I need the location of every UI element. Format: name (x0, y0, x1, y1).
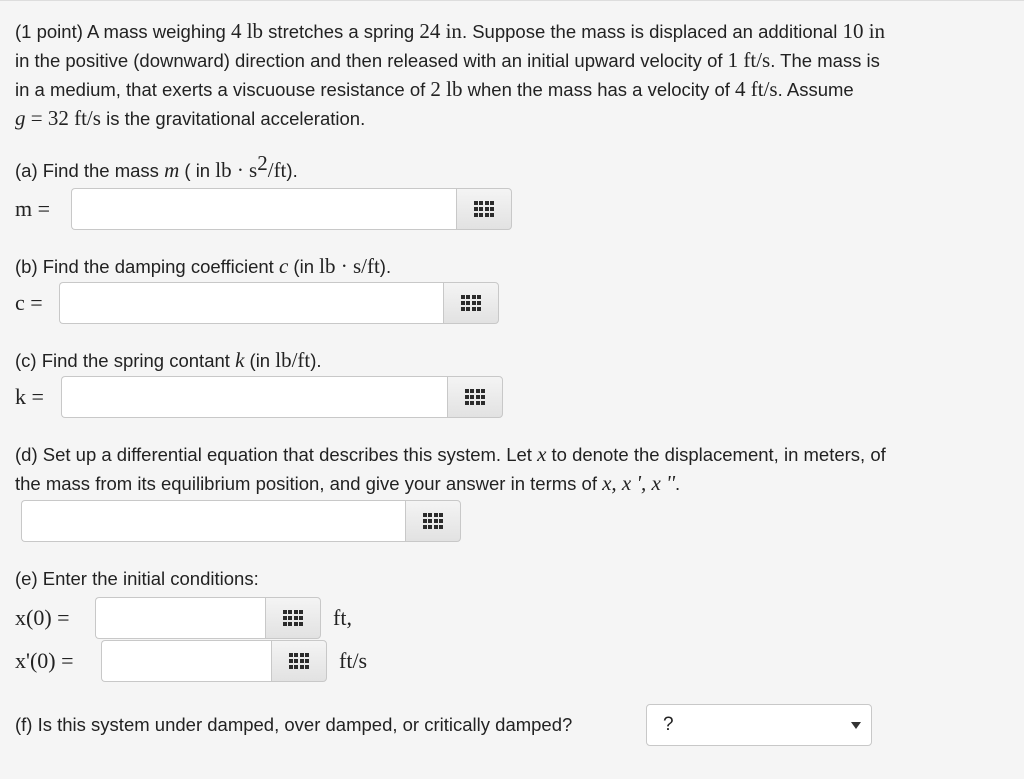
part-d-question-line-2: the mass from its equilibrium position, and give your answer in terms of x, x ', x ''. (15, 471, 681, 495)
damping-type-selected: ? (663, 714, 674, 735)
part-b-question: (b) Find the damping coefficient c (in lb · s/ft). (15, 254, 392, 278)
part-c-label: k = (15, 384, 44, 409)
equation-editor-button-c[interactable] (447, 376, 503, 418)
differential-equation-input[interactable] (21, 500, 405, 542)
v0-label: x'(0) = (15, 648, 74, 673)
part-a-question: (a) Find the mass m ( in lb · $s^2/ft$). (15, 150, 298, 182)
grid-icon (474, 201, 495, 216)
problem-line-4: g = 32 ft/s is the gravitational acceleration. (15, 106, 366, 130)
part-e-x0-row (15, 597, 352, 639)
v0-unit: ft/s (339, 648, 368, 673)
equation-editor-button-a[interactable] (456, 188, 512, 230)
part-f-question: (f) Is this system under damped, over damped, or critically damped? (15, 714, 573, 735)
problem-line-1: (1 point) A mass weighing 4 lb stretches a spring 24 in. Suppose the mass is displaced an additional 10 in (15, 19, 886, 43)
part-b-answer-row (15, 282, 499, 324)
part-a-label: m = (15, 196, 51, 221)
chevron-down-icon (851, 722, 861, 729)
part-a-answer-row (15, 188, 512, 230)
mass-input[interactable] (71, 188, 456, 230)
initial-velocity-input[interactable] (101, 640, 271, 682)
equation-editor-button-d[interactable] (405, 500, 461, 542)
part-d-answer-row (21, 500, 461, 542)
part-b-label: c = (15, 290, 43, 315)
grid-icon (465, 389, 486, 404)
part-d-question-line-1: (d) Set up a differential equation that describes this system. Let x to denote the displacement, in meters, of (15, 442, 886, 466)
damping-type-select[interactable] (646, 704, 872, 746)
grid-icon (289, 653, 310, 668)
part-c-question: (c) Find the spring contant k (in lb/ft). (15, 348, 322, 372)
spring-constant-input[interactable] (61, 376, 447, 418)
equation-editor-button-e2[interactable] (271, 640, 327, 682)
part-c-answer-row (15, 376, 503, 418)
equation-editor-button-e1[interactable] (265, 597, 321, 639)
problem-line-3: in a medium, that exerts a viscuouse resistance of 2 lb when the mass has a velocity of 4 ft/s. Assume (15, 77, 854, 101)
equation-editor-button-b[interactable] (443, 282, 499, 324)
initial-position-input[interactable] (95, 597, 265, 639)
part-e-question: (e) Enter the initial conditions: (15, 568, 259, 589)
grid-icon (461, 295, 482, 310)
x0-label: x(0) = (15, 605, 70, 630)
grid-icon (283, 610, 304, 625)
problem-line-2: in the positive (downward) direction and then released with an initial upward velocity of 1 ft/s. The mass is (15, 48, 880, 72)
x0-unit: ft, (333, 605, 352, 630)
damping-coefficient-input[interactable] (59, 282, 443, 324)
grid-icon (423, 513, 444, 528)
part-e-v0-row (15, 640, 367, 682)
